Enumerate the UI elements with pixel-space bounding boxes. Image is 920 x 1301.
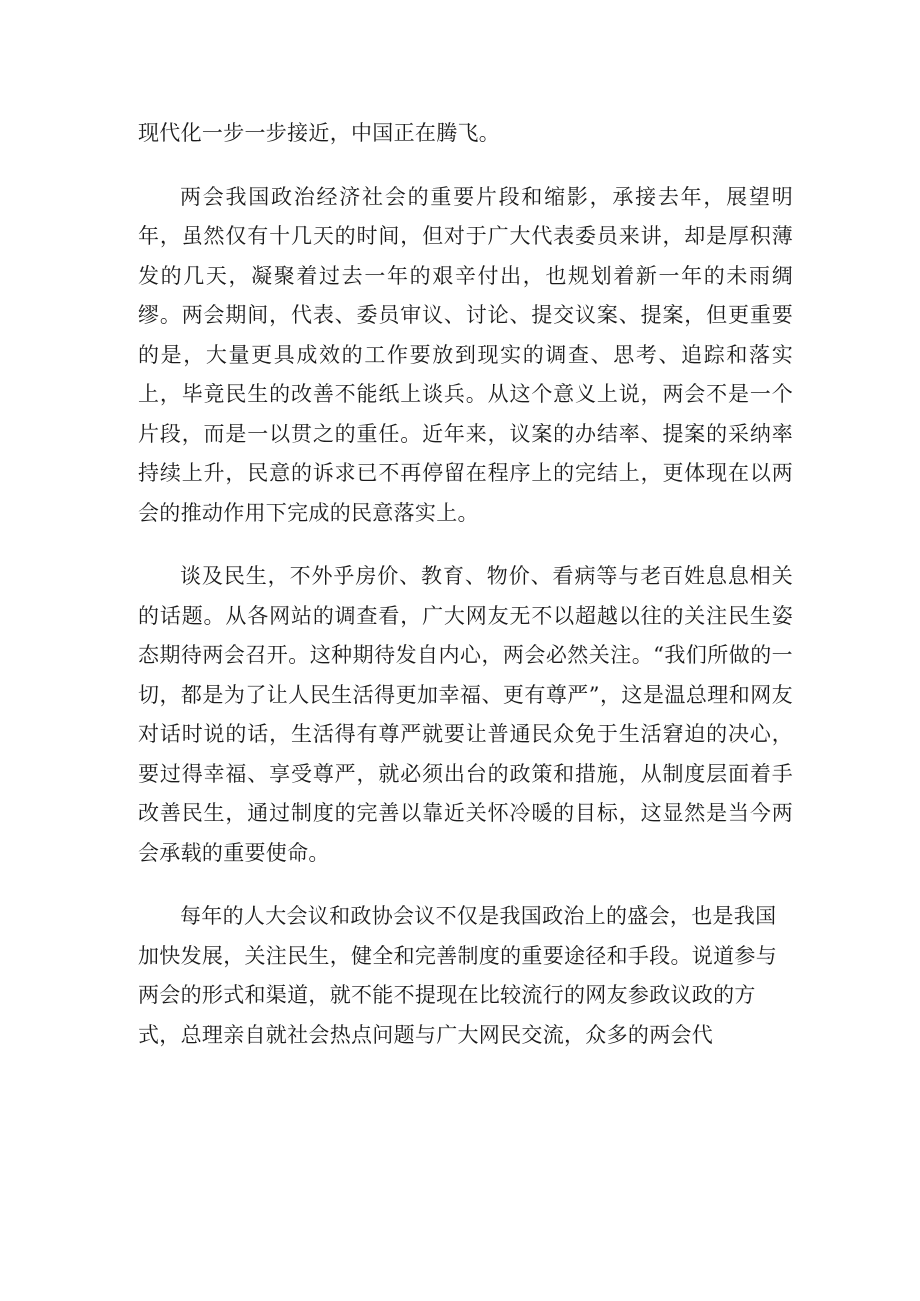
paragraph-4: 每年的人大会议和政协会议不仅是我国政治上的盛会，也是我国加快发展，关注民生，健全和完善制度的重要途径和手段。说道参与两会的形式和渠道，就不能不提现在比较流行的网友参政议政的方式，总理亲自就社会热点问题与广大网民交流，众多的两会代 bbox=[138, 904, 777, 1047]
paragraph-1: 现代化一步一步接近，中国正在腾飞。 bbox=[138, 121, 501, 145]
document-body bbox=[138, 114, 793, 1079]
paragraph-3: 谈及民生，不外乎房价、教育、物价、看病等与老百姓息息相关的话题。从各网站的调查看，广大网友无不以超越以往的关注民生姿态期待两会召开。这种期待发自内心，两会必然关注。“我们所做的一切，都是为了让人民生活得更加幸福、更有尊严”，这是温总理和网友对话时说的话，生活得有尊严就要让普通民众免于生活窘迫的决心，要过得幸福、享受尊严，就必须出台的政策和措施，从制度层面着手改善民生，通过制度的完善以靠近关怀冷暖的目标，这显然是当今两会承载的重要使命。 bbox=[138, 564, 793, 865]
paragraph-2: 两会我国政治经济社会的重要片段和缩影，承接去年，展望明年，虽然仅有十几天的时间，但对于广大代表委员来讲，却是厚积薄发的几天，凝聚着过去一年的艰辛付出，也规划着新一年的未雨绸缪。两会期间，代表、委员审议、讨论、提交议案、提案，但更重要的是，大量更具成效的工作要放到现实的调查、思考、追踪和落实上，毕竟民生的改善不能纸上谈兵。从这个意义上说，两会不是一个片段，而是一以贯之的重任。近年来，议案的办结率、提案的采纳率持续上升，民意的诉求已不再停留在程序上的完结上，更体现在以两会的推动作用下完成的民意落实上。 bbox=[138, 184, 793, 525]
